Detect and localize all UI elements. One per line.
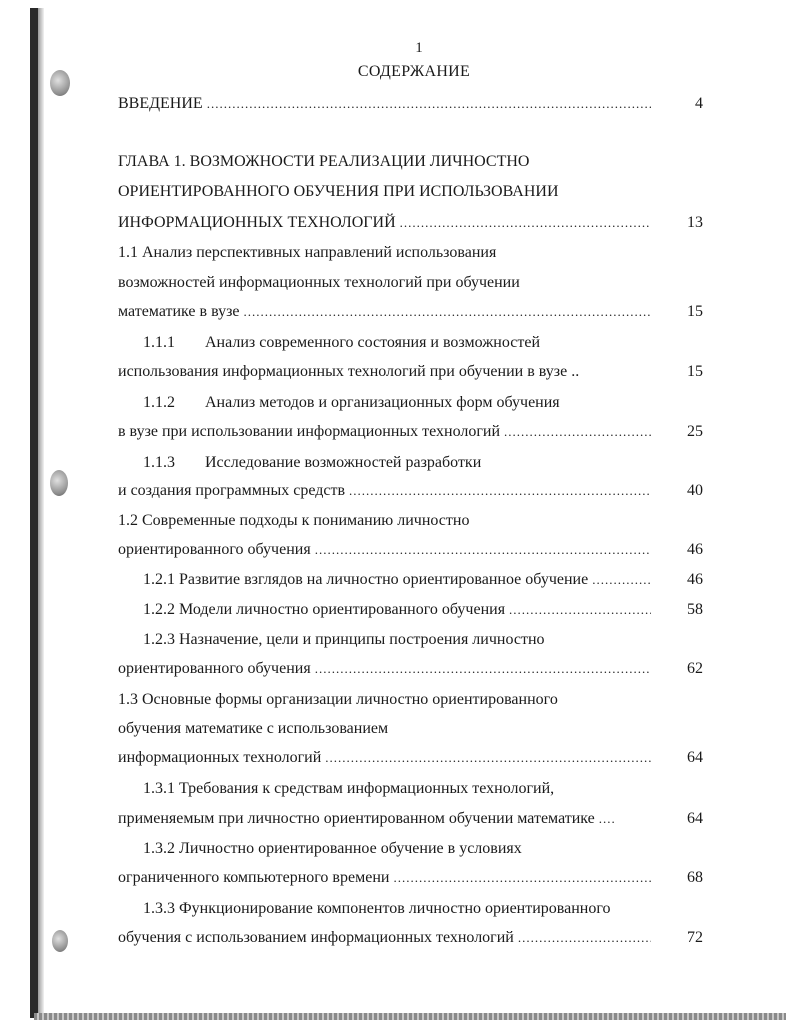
- leader-dots: [315, 539, 651, 561]
- toc-entry-text: ориентированного обучения: [118, 660, 311, 677]
- toc-section-line: обучения математике с использованием: [118, 720, 389, 737]
- toc-entry-text: математике в вузе: [118, 303, 240, 320]
- toc-section-line: 1.3 Основные формы организации личностно ориентированного: [118, 691, 558, 708]
- scan-shadow-left: [38, 8, 44, 1018]
- toc-page-number: 25: [687, 423, 703, 440]
- toc-entry-text: 1.2.2 Модели личностно ориентированного обучения: [143, 601, 506, 618]
- toc-entry-1-3-2[interactable]: [118, 867, 703, 889]
- toc-chapter-line: ОРИЕНТИРОВАННОГО ОБУЧЕНИЯ ПРИ ИСПОЛЬЗОВАНИИ: [118, 183, 559, 200]
- toc-entry-text: использования информационных технологий при обучении в вузе ..: [118, 363, 580, 380]
- toc-section-line: возможностей информационных технологий при обучении: [118, 274, 520, 291]
- toc-entry-text: ограниченного компьютерного времени: [118, 869, 390, 886]
- leader-dots: [393, 867, 651, 889]
- toc-entry-text: ВВЕДЕНИЕ: [118, 95, 203, 112]
- toc-entry-1-2-1[interactable]: [143, 569, 703, 591]
- toc-subsection-title: Анализ методов и организационных форм обучения: [205, 394, 560, 411]
- leader-dots: [244, 301, 651, 323]
- toc-page-number: 64: [687, 749, 703, 766]
- leader-dots: [207, 93, 651, 115]
- toc-subsection-number: 1.1.1: [143, 334, 175, 351]
- toc-entry-1-1[interactable]: [118, 301, 703, 323]
- toc-entry-1-1-2[interactable]: [118, 421, 703, 443]
- leader-dots: [400, 212, 651, 234]
- toc-entry-introduction[interactable]: [118, 93, 703, 115]
- scan-edge-left: [30, 8, 38, 1018]
- toc-entry-text: ориентированного обучения: [118, 541, 311, 558]
- leader-dots: [599, 808, 615, 830]
- toc-subsection-number: 1.1.2: [143, 394, 175, 411]
- toc-entry-1-3-1[interactable]: [118, 808, 703, 830]
- toc-page-number: 40: [687, 482, 703, 499]
- toc-entry-1-2[interactable]: [118, 539, 703, 561]
- toc-subsection-line: 1.3.1 Требования к средствам информационных технологий,: [143, 780, 555, 797]
- toc-entry-text: обучения с использованием информационных технологий: [118, 929, 514, 946]
- toc-subsection-line: 1.2.3 Назначение, цели и принципы построения личностно: [143, 631, 545, 648]
- toc-entry-text: применяемым при личностно ориентированном обучении математике: [118, 810, 595, 827]
- page-number: 1: [415, 40, 423, 56]
- toc-page-number: 68: [687, 869, 703, 886]
- leader-dots: [518, 927, 651, 949]
- toc-entry-text: 1.2.1 Развитие взглядов на личностно ориентированное обучение: [143, 571, 589, 588]
- toc-page-number: 62: [687, 660, 703, 677]
- leader-dots: [315, 658, 651, 680]
- toc-entry-1-1-1[interactable]: [118, 361, 703, 383]
- toc-page-number: 64: [687, 810, 703, 827]
- toc-page-number: 46: [687, 541, 703, 558]
- toc-entry-1-1-3[interactable]: [118, 480, 703, 502]
- toc-page-number: 58: [687, 601, 703, 618]
- leader-dots: [592, 569, 651, 591]
- toc-entry-text: в вузе при использовании информационных технологий: [118, 423, 501, 440]
- toc-subsection-title: Анализ современного состояния и возможностей: [205, 334, 541, 351]
- toc-subsection-line: [143, 453, 481, 473]
- toc-page-number: 4: [695, 95, 703, 112]
- toc-chapter-line: ГЛАВА 1. ВОЗМОЖНОСТИ РЕАЛИЗАЦИИ ЛИЧНОСТНО: [118, 153, 530, 170]
- scan-edge-bottom: [34, 1013, 786, 1020]
- toc-entry-text: информационных технологий: [118, 749, 322, 766]
- toc-entry-1-2-2[interactable]: [143, 599, 703, 621]
- leader-dots: [509, 599, 651, 621]
- toc-page-number: 13: [687, 214, 703, 231]
- toc-page-number: 72: [687, 929, 703, 946]
- leader-dots: [349, 480, 651, 502]
- toc-entry-chapter-1[interactable]: [118, 212, 703, 234]
- toc-section-line: 1.1 Анализ перспективных направлений использования: [118, 244, 497, 261]
- page-title: СОДЕРЖАНИЕ: [357, 63, 471, 80]
- toc-subsection-number: 1.1.3: [143, 454, 175, 471]
- toc-entry-text: ИНФОРМАЦИОННЫХ ТЕХНОЛОГИЙ: [118, 214, 396, 231]
- toc-section-line: 1.2 Современные подходы к пониманию личностно: [118, 512, 470, 529]
- toc-subsection-line: 1.3.2 Личностно ориентированное обучение в условиях: [143, 840, 522, 857]
- toc-page-number: 46: [687, 571, 703, 588]
- toc-entry-1-2-3[interactable]: [118, 658, 703, 680]
- toc-page-number: 15: [687, 303, 703, 320]
- toc-subsection-title: Исследование возможностей разработки: [205, 454, 482, 471]
- toc-page-number: 15: [687, 363, 703, 380]
- leader-dots: [325, 747, 651, 769]
- toc-subsection-line: 1.3.3 Функционирование компонентов личностно ориентированного: [143, 900, 611, 917]
- toc-entry-1-3-3[interactable]: [118, 927, 703, 949]
- punch-hole-bottom: [52, 930, 68, 952]
- leader-dots: [504, 421, 651, 443]
- punch-hole-middle: [50, 470, 68, 496]
- toc-subsection-line: [143, 333, 540, 353]
- toc-entry-1-3[interactable]: [118, 747, 703, 769]
- toc-subsection-line: [143, 393, 560, 413]
- toc-entry-text: и создания программных средств: [118, 482, 345, 499]
